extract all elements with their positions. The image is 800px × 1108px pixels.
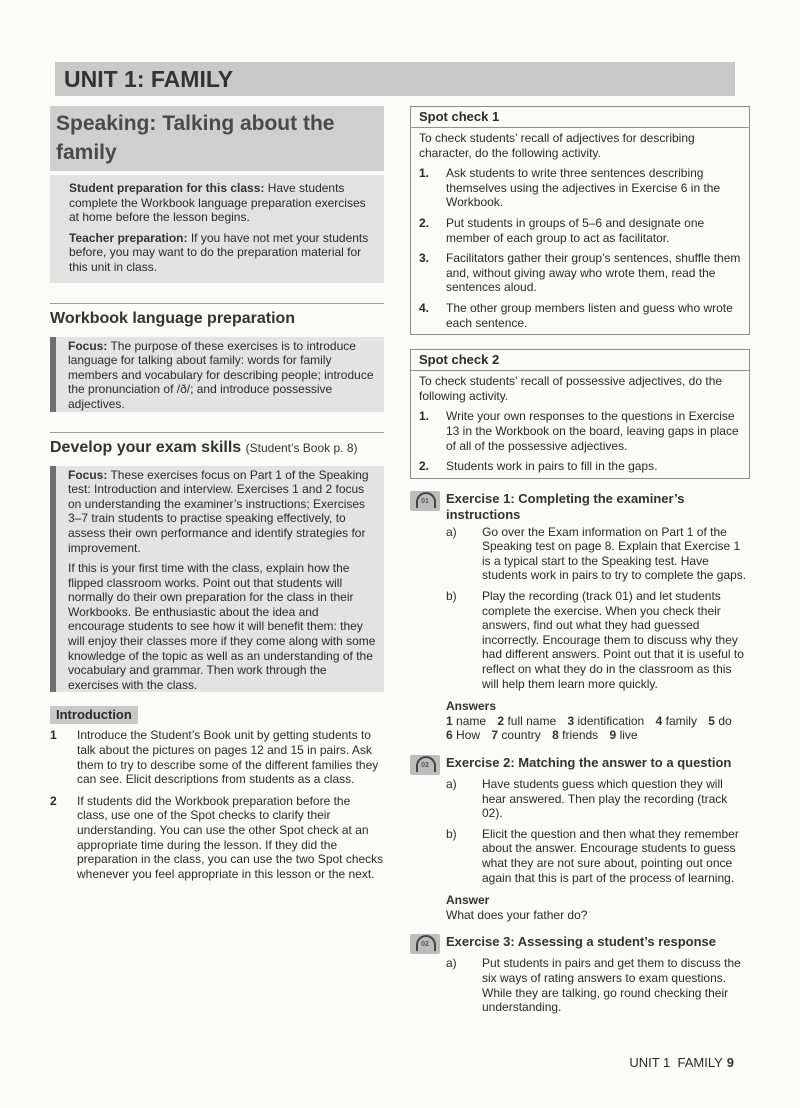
spot-check-title: Spot check 2 — [411, 350, 749, 371]
answer-word: friends — [562, 728, 599, 743]
workbook-heading: Workbook language preparation — [50, 309, 296, 327]
list-item — [446, 525, 750, 583]
label: Focus: — [68, 338, 108, 353]
answer — [491, 728, 540, 743]
right-column — [410, 106, 750, 1015]
answer-word: country — [501, 728, 541, 743]
page-footer — [50, 1055, 750, 1071]
list-item — [446, 777, 750, 821]
answer-number: 7 — [491, 728, 499, 743]
focus-text — [68, 468, 378, 556]
workbook-focus-box — [50, 337, 384, 412]
item-text: Go over the Exam information on Part 1 of the Speaking test on page 8. Explain that Exercise 1 is a typical start to the Speaking test. Have students work in pairs to try to complete the gaps. — [482, 524, 747, 583]
text: If you have not met your students before, you may want to do the preparation material for this unit in class. — [69, 230, 369, 274]
item-number: 2. — [419, 215, 430, 230]
list-item — [50, 794, 384, 882]
item-number: 2. — [419, 459, 430, 474]
list-item — [411, 166, 749, 210]
develop-focus-box — [50, 466, 384, 693]
answer — [610, 728, 638, 743]
lesson-title: Speaking: Talking about the family — [56, 112, 335, 164]
label: Teacher preparation: — [69, 230, 188, 245]
answer — [446, 728, 480, 743]
text: The purpose of these exercises is to introduce language for talking about family: words for family members and vocabulary for describing people; introduce the pronunciation of /ð/; and introduce possessive adjectives. — [68, 338, 374, 411]
item-text: Ask students to write three sentences describing themselves using the adjectives in Exercise 6 in the Workbook. — [446, 166, 721, 210]
answer-word: identification — [577, 713, 645, 728]
item-text: Put students in pairs and get them to discuss the six ways of rating answers to exam questions. While they are talking, go round checking their understanding. — [482, 956, 741, 1015]
answer-number: 3 — [567, 713, 575, 728]
exercise-heading — [410, 934, 750, 954]
item-number: 4. — [419, 300, 430, 315]
answer-word: live — [619, 728, 638, 743]
answer-word: family — [665, 713, 697, 728]
introduction-section — [50, 706, 384, 881]
answer-word: do — [718, 713, 732, 728]
item-letter: a) — [446, 956, 457, 971]
item-text: Put students in groups of 5–6 and designate one member of each group to act as facilitator. — [446, 215, 705, 245]
answers-label: Answers — [446, 699, 497, 714]
item-letter: b) — [446, 589, 457, 604]
list-item — [411, 301, 749, 330]
answer-number: 4 — [655, 713, 663, 728]
item-text: Write your own responses to the questions in Exercise 13 in the Workbook on the board, leaving gaps in place of all of the possessive adjectives. — [446, 409, 739, 453]
answer-word: name — [456, 713, 487, 728]
spot-check-1-box — [410, 106, 750, 335]
focus-paragraph-2: If this is your first time with the class, explain how the flipped classroom works. Point out that students will normally do their own preparation for the class in their Workbooks. Be enthusiastic about the idea and encourage students to see how it will benefit them: they will enjoy their classes more if they come along with some knowledge of the topic as well as an understanding of the vocabulary and grammar. Then work through the exercises with the class. — [68, 561, 376, 692]
item-letter: b) — [446, 826, 457, 841]
answer-text: What does your father do? — [446, 907, 588, 922]
item-text: Introduce the Student’s Book unit by getting students to talk about the pictures on pages 12 and 15 in pairs. Ask them to try to describe some of the different families they can see. Elicit descriptions from students as a class. — [77, 728, 379, 787]
focus-text — [68, 339, 378, 412]
list-item — [411, 459, 749, 474]
preparation-box — [50, 175, 384, 283]
answer-number: 9 — [609, 728, 617, 743]
exercise-2 — [410, 755, 750, 922]
spot-check-lead: To check students’ recall of adjectives for describing character, do the following activity. — [419, 131, 695, 160]
list-item — [411, 216, 749, 245]
item-number: 1. — [419, 409, 430, 424]
list-item — [411, 409, 749, 453]
answer — [497, 714, 556, 729]
page-content — [50, 0, 750, 1101]
spot-check-title: Spot check 1 — [411, 107, 749, 128]
item-number: 2 — [50, 793, 57, 808]
two-column-layout — [50, 106, 750, 1015]
list-item — [446, 589, 750, 691]
teacher-preparation — [69, 231, 374, 275]
item-text: Play the recording (track 01) and let students complete the exercise. When you check their answers, find out what they had guessed incorrectly. Encourage them to discuss why they had different answers. Point out that it is useful to reflect on what they do in the classroom as this will help them learn more quickly. — [482, 589, 744, 691]
text: These exercises focus on Part 1 of the Speaking test: Introduction and interview. Exercises 1 and 2 focus on understanding the examiner’s instructions; Exercises 3–7 train students to practise speaking effectively, to assess their own performance and identify strategies for improvement. — [68, 467, 369, 555]
item-letter: a) — [446, 777, 457, 791]
answer-number: 5 — [708, 713, 715, 728]
divider — [50, 303, 384, 304]
list-item — [50, 728, 384, 786]
answer-number: 2 — [497, 713, 505, 728]
student-preparation — [69, 181, 374, 225]
answer — [708, 714, 731, 729]
item-text: Elicit the question and then what they remember about the answer. Encourage students to guess what they are not sure about, pointing out once again that this is part of the process of learning. — [482, 826, 739, 885]
exercise-heading — [410, 491, 750, 523]
item-text: The other group members listen and guess who wrote each sentence. — [446, 300, 733, 330]
answer — [656, 714, 697, 729]
answer-number: 1 — [446, 713, 453, 728]
answer — [567, 714, 644, 729]
unit-title: UNIT 1: FAMILY — [64, 66, 234, 92]
item-text: If students did the Workbook preparation before the class, use one of the Spot checks to clarify their understanding. You can use the other Spot check at an appropriate time during the lesson. If they did the preparation in the class, you can use the two Spot checks whenever you feel appropriate in this lesson or the next. — [77, 793, 384, 881]
label: Student preparation for this class: — [69, 181, 265, 195]
answer-number: 6 — [446, 728, 453, 743]
exercise-title: Exercise 1: Completing the examiner’s instructions — [446, 490, 685, 522]
exercise-heading — [410, 755, 750, 775]
answer — [552, 728, 598, 743]
exercise-3 — [410, 934, 750, 1014]
answer-label: Answer — [446, 893, 490, 908]
item-text: Students work in pairs to fill in the gaps. — [446, 459, 658, 474]
text: Have students complete the Workbook language preparation exercises at home before the lesson begins. — [69, 181, 366, 225]
headphones-icon: 02 — [410, 934, 440, 954]
list-item — [411, 251, 749, 295]
item-text: Have students guess which question they will hear answered. Then play the recording (track 02). — [482, 777, 728, 821]
exercise-title: Exercise 2: Matching the answer to a question — [446, 755, 732, 770]
headphones-icon: 02 — [410, 755, 440, 775]
spot-check-lead: To check students’ recall of possessive adjectives, do the following activity. — [419, 374, 723, 403]
list-item — [446, 827, 750, 885]
answer-word: How — [456, 728, 481, 743]
develop-heading — [50, 438, 384, 458]
item-number: 1. — [419, 166, 430, 181]
answer-word: full name — [507, 713, 557, 728]
item-letter: a) — [446, 524, 457, 539]
answers — [446, 699, 750, 743]
divider — [50, 432, 384, 433]
exercise-title: Exercise 3: Assessing a student’s response — [446, 934, 716, 950]
footer-label: UNIT 1 FAMILY — [629, 1054, 723, 1070]
exercise-1 — [410, 491, 750, 743]
headphones-icon: 01 — [410, 491, 440, 511]
spot-check-2-box — [410, 349, 750, 479]
answer-block — [446, 893, 750, 922]
page-number: 9 — [726, 1054, 734, 1070]
answer — [446, 714, 486, 729]
item-number: 3. — [419, 251, 430, 266]
item-number: 1 — [50, 728, 57, 743]
left-column — [50, 106, 384, 881]
item-text: Facilitators gather their group’s sentences, shuffle them and, without giving away who wrote them, read the sentences aloud. — [446, 251, 741, 295]
book-reference: (Student’s Book p. 8) — [245, 440, 358, 455]
introduction-label: Introduction — [50, 706, 138, 724]
label: Focus: — [68, 467, 108, 482]
lesson-title-box — [50, 106, 384, 171]
list-item — [446, 956, 750, 1014]
heading-text: Develop your exam skills — [50, 438, 242, 456]
answer-number: 8 — [552, 728, 559, 743]
